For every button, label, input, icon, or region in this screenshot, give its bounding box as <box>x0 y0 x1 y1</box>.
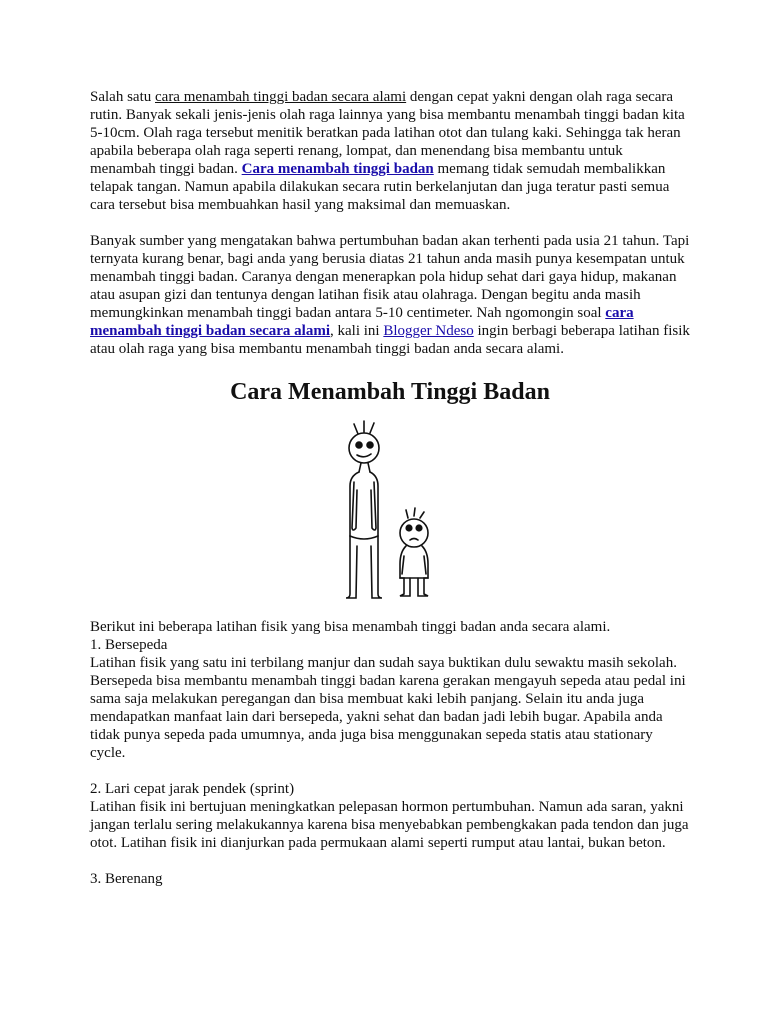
item-3-title: 3. Berenang <box>90 871 163 887</box>
text: memang tidak semudah membalikkan telapak tangan. Namun apabila dilakukan secara rutin berkelanjutan dan juga teratur pasti semua cara tersebut bisa membuahkan hasil yang maksimal dan memuaskan. <box>90 161 670 213</box>
paragraph-second <box>90 232 690 358</box>
item-1-body: Latihan fisik yang satu ini terbilang manjur dan sudah saya buktikan dulu sewaktu masih sekolah. Bersepeda bisa membantu menambah tinggi badan karena gerakan mengayuh sepeda atau pedal ini sama saja melakukan peregangan dan bisa membuat kaki lebih panjang. Selain itu anda juga mendapatkan manfaat lain dari bersepeda, yakni sehat dan badan jadi lebih bugar. Apabila anda tidak punya sepeda pada umumnya, anda juga bisa menggunakan sepeda statis atau stationary cycle. <box>90 655 686 761</box>
text: , kali ini <box>330 323 384 339</box>
page-heading: Cara Menambah Tinggi Badan <box>230 379 550 405</box>
link-cara-alami-bold[interactable]: cara menambah tinggi badan secara alami <box>90 305 634 339</box>
item-2-body: Latihan fisik ini bertujuan meningkatkan pelepasan hormon pertumbuhan. Namun ada saran, yakni jangan terlalu sering melakukannya karena bisa menyebabkan pembengkakan pada tendon dan juga otot. Latihan fisik ini dianjurkan pada permukaan alami seperti rumput atau lantai, bukan beton. <box>90 799 689 851</box>
link-blogger-ndeso[interactable]: Blogger Ndeso <box>383 323 474 339</box>
list-intro: Berikut ini beberapa latihan fisik yang bisa menambah tinggi badan anda secara alami. <box>90 619 611 635</box>
text: Banyak sumber yang mengatakan bahwa pertumbuhan badan akan terhenti pada usia 21 tahun. Tapi ternyata kurang benar, bagi anda yang berusia diatas 21 tahun anda masih punya kesempatan untuk menambah tinggi badan. Caranya dengan menerapkan pola hidup sehat dari gaya hidup, makanan atau asupan gizi dan tentunya dengan latihan fisik atau olahraga. Dengan begitu anda masih memungkinkan menambah tinggi badan antara 5-10 centimeter. Nah ngomongin soal <box>90 233 690 321</box>
item-2-title: 2. Lari cepat jarak pendek (sprint) <box>90 781 295 797</box>
item-1-title: 1. Bersepeda <box>90 637 168 653</box>
text: Salah satu <box>90 89 155 105</box>
link-cara-menambah[interactable]: Cara menambah tinggi badan <box>241 161 434 177</box>
text: ingin berbagi beberapa latihan fisik atau olah raga yang bisa membantu menambah tinggi badan anda secara alami. <box>90 323 690 357</box>
document-page <box>90 88 690 888</box>
link-cara-alami[interactable]: cara menambah tinggi badan secara alami <box>155 89 407 105</box>
text: dengan cepat yakni dengan olah raga secara rutin. Banyak sekali jenis-jenis olah raga lainnya yang bisa membantu menambah tinggi badan kita 5-10cm. Olah raga tersebut menitik beratkan pada latihan otot dan tulang kaki. Sehingga tak heran apabila beberapa olah raga seperti renang, lompat, dan menendang bisa membantu untuk menambah tinggi badan. <box>90 89 685 177</box>
tall-short-figures-image <box>320 406 460 606</box>
paragraph-intro <box>90 88 690 214</box>
illustration <box>90 406 690 618</box>
